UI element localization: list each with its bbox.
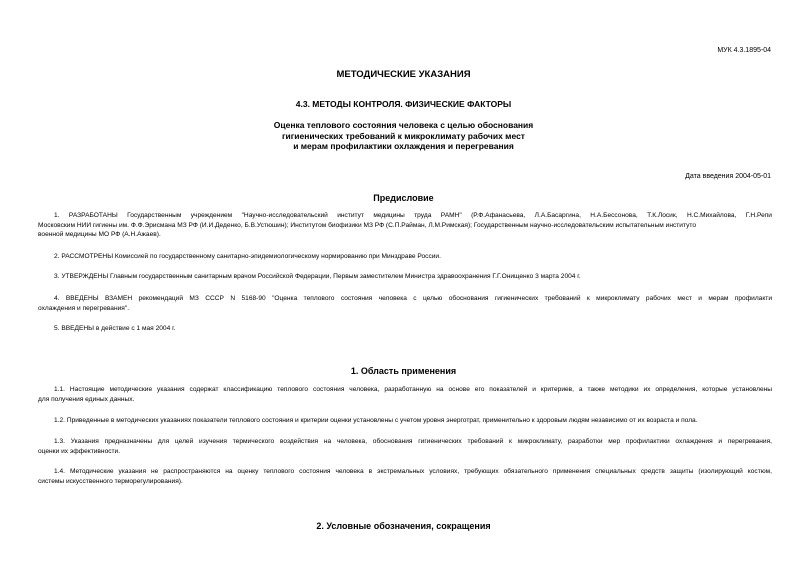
introduction-date: Дата введения 2004-05-01	[685, 173, 771, 180]
paragraph-line: 1.3. Указания предназначены для целей изучения термического воздействия на человека, обоснования гигиенических требований к микроклимату, разработки мер профилактики охлаждения и перегревания,	[54, 438, 772, 445]
paragraph-line: 1.4. Методические указания не распространяются на оценку теплового состояния человека в экстремальных условиях, требующих обязательного применения специальных средств защиты (изолирующий костюм,	[54, 468, 772, 475]
title-line: и мерам профилактики охлаждения и перегревания	[293, 141, 514, 151]
paragraph-line: системы искусственного терморегулирования).	[38, 477, 183, 485]
document-code: МУК 4.3.1895-04	[717, 47, 771, 54]
paragraph-line: для получения единых данных.	[38, 395, 135, 403]
preface-paragraph-3	[38, 272, 772, 282]
preface-heading: Предисловие	[373, 193, 434, 203]
paragraph-line: 1.1. Настоящие методические указания содержат классификацию теплового состояния человека, разработанную на основе его показателей и критериев, а также методики их определения, которые установлены	[54, 386, 772, 393]
paragraph-line: 1. РАЗРАБОТАНЫ Государственным учреждением "Научно-исследовательский институт медицины труда РАМН" (Р.Ф.Афанасьева, Л.А.Басаргина, Н.А.Бессонова, Т.К.Лосик, Н.С.Михайлова, Г.Н.Репи	[54, 212, 772, 219]
paragraph-line: 3. УТВЕРЖДЕНЫ Главным государственным санитарным врачом Российской Федерации, Первым заместителем Министра здравоохранения Г.Г.Онищенко 3 марта 2004 г.	[54, 273, 581, 280]
preface-paragraph-2	[38, 252, 772, 262]
preface-paragraph-1	[38, 211, 772, 240]
title-line: Оценка теплового состояния человека с целью обоснования	[273, 120, 534, 130]
paragraph-line: охлаждения и перегревания".	[38, 304, 130, 312]
section-1-heading: 1. Область применения	[350, 366, 457, 376]
paragraph-line: 2. РАССМОТРЕНЫ Комиссией по государственному санитарно-эпидемиологическому нормированию при Минздраве России.	[54, 253, 441, 260]
paragraph-line: 1.2. Приведенные в методических указаниях показатели теплового состояния и критерии оценки установлены с учетом уровня энерготрат, применительно к здоровым людям независимо от их возраста и пола.	[54, 417, 698, 424]
paragraph-line: 4. ВВЕДЕНЫ ВЗАМЕН рекомендаций МЗ СССР N 5168-90 "Оценка теплового состояния человека с целью обоснования гигиенических требований к микроклимату рабочих мест и мерам профилакти	[54, 295, 772, 302]
section-category-heading: 4.3. МЕТОДЫ КОНТРОЛЯ. ФИЗИЧЕСКИЕ ФАКТОРЫ	[295, 99, 512, 109]
paragraph-line: оценки их эффективности.	[38, 447, 121, 455]
paragraph-line: военной медицины МО РФ (А.Н.Ажаев).	[38, 231, 161, 238]
preface-paragraph-5	[38, 324, 772, 334]
title-line: гигиенических требований к микроклимату рабочих мест	[282, 130, 525, 141]
section-2-heading: 2. Условные обозначения, сокращения	[316, 521, 491, 531]
paragraph-line: 5. ВВЕДЕНЫ в действие с 1 мая 2004 г.	[54, 325, 176, 332]
document-type-heading: МЕТОДИЧЕСКИЕ УКАЗАНИЯ	[336, 69, 471, 80]
paragraph-line: Московским НИИ гигиены им. Ф.Ф.Эрисмана МЗ РФ (И.И.Деденко, Б.В.Устюшин); Институтом биофизики МЗ РФ (С.П.Райман, Л.М.Римская); Государственным научно-исследовательским испытательным институто	[38, 221, 696, 229]
section-1-paragraph-3	[38, 437, 772, 456]
section-1-paragraph-2	[38, 416, 772, 426]
section-1-paragraph-4	[38, 467, 772, 486]
section-1-paragraph-1	[38, 385, 772, 404]
preface-paragraph-4	[38, 294, 772, 313]
document-title	[0, 120, 807, 152]
